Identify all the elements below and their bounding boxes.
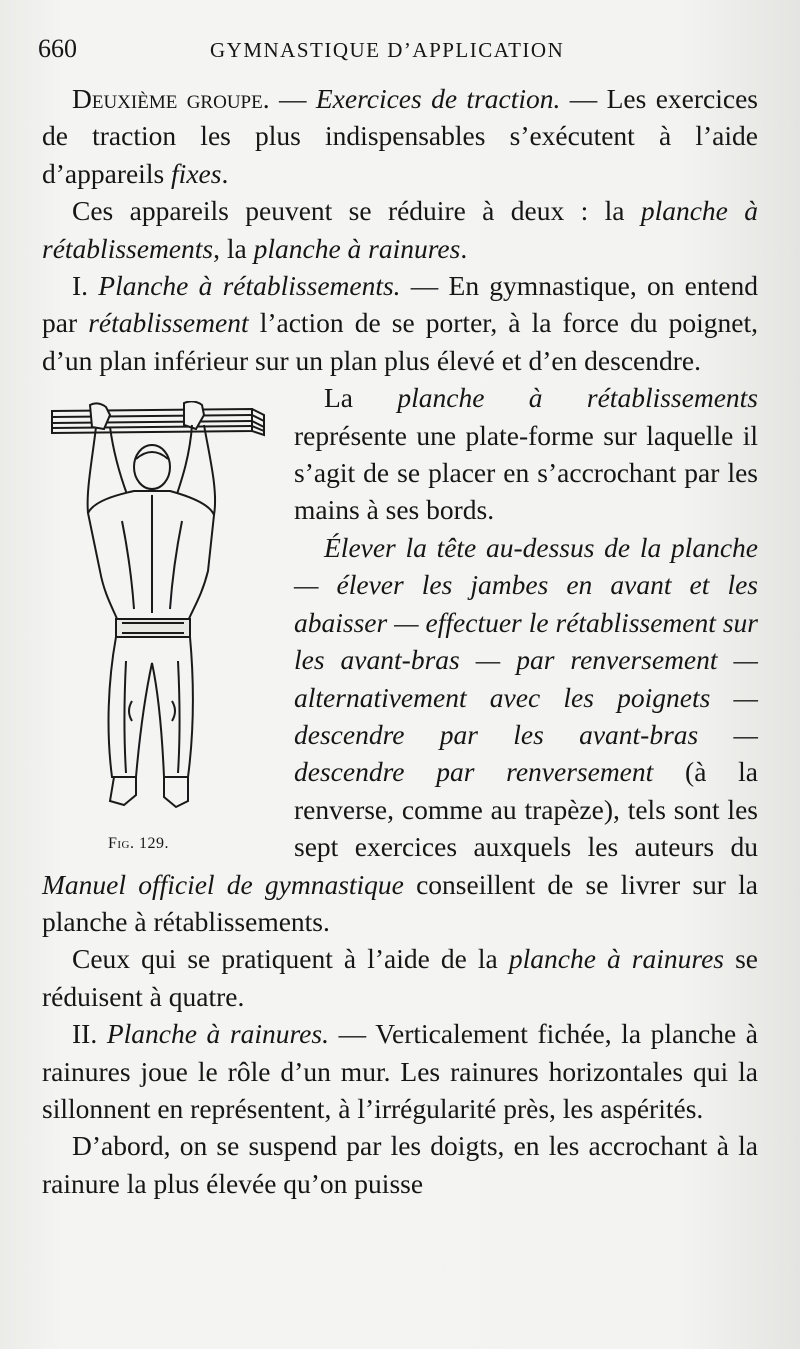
paragraph-planche-retablissements (42, 267, 758, 379)
paragraph-text: , la (213, 232, 254, 264)
paragraph-text: D’abord, on se suspend par les doigts, en les accrochant à la rainure la plus élevée qu’on puisse (42, 1130, 758, 1199)
paragraph-suspension (42, 1127, 758, 1202)
section-title: Exercices de traction. (315, 83, 561, 114)
paragraph-text: conseillent de se livrer sur la planche à rétablissements. (42, 868, 758, 937)
emphasis-text: rétablissement (88, 307, 249, 339)
running-title: GYMNASTIQUE D’APPLICATION (210, 38, 565, 62)
section-numeral: II. (72, 1018, 107, 1050)
paragraph-text: représente une plate-forme sur laquelle il s’agit de se placer en s’accrochant par les mains à ses bords. (294, 419, 758, 526)
paragraph-planche-rainures (42, 1015, 758, 1127)
body-text (42, 80, 758, 1202)
page-number: 660 (38, 34, 77, 63)
hanging-man-illustration (42, 401, 290, 821)
paragraph-text: (à la renverse, comme au trapèze), tels sont les sept exercices auxquels les auteurs du (294, 756, 758, 863)
dash: — (269, 83, 316, 114)
paragraph-traction-group (42, 80, 758, 192)
paragraph-text: Les exercices de traction les plus indispensables s’exécutent à l’aide d’appareils (42, 83, 758, 189)
emphasis-text: planche à rétablissements (397, 382, 758, 414)
figure-caption: Fig. 129. (108, 835, 170, 853)
paragraph-text: — Verticalement fichée, la planche à rainures joue le rôle d’un mur. Les rainures horizontales qui la sillonnent en représentent, à l’irrégularité près, les aspérités. (42, 1018, 758, 1124)
paragraph-text: — En gymnastique, on entend par (42, 270, 758, 339)
paragraph-text: se réduisent à quatre. (42, 943, 758, 1012)
emphasis-text: planche à rétablissements (42, 195, 759, 264)
paragraph-text: Ces appareils peuvent se réduire à deux : la (72, 195, 641, 227)
dash: — (560, 83, 607, 114)
paragraph-text: . (460, 232, 468, 264)
paragraph-text: Ceux qui se pratiquent à l’aide de la (72, 943, 509, 975)
emphasis-text: fixes (171, 157, 222, 189)
paragraph-text: . (221, 157, 229, 189)
section-numeral: I. (72, 270, 99, 302)
paragraph-text: La (324, 382, 398, 414)
emphasis-text: planche à rainures (508, 943, 724, 975)
emphasis-text: planche à rainures (253, 232, 461, 264)
figure-hanging-man (42, 379, 290, 853)
subsection-title: Planche à rétablissements. (98, 270, 401, 302)
page-header (38, 28, 778, 72)
exercise-list: Élever la tête au-dessus de la planche — élever les jambes en avant et les abaisser — effectuer le rétablissement sur les avant-bras — par renversement — alternativement avec les poignets — descendre par les avant-bras — descendre par renversement (294, 531, 758, 788)
paragraph-text: l’action de se porter, à la force du poignet, d’un plan inférieur sur un plan plus élevé et d’en descendre. (42, 307, 758, 376)
book-title-reference: Manuel officiel de gymnastique (42, 868, 404, 900)
paragraph-rainures-count (42, 940, 758, 1015)
subsection-title: Planche à rainures. (106, 1018, 329, 1050)
paragraph-apparatus (42, 192, 758, 267)
group-label: Deuxième groupe. (72, 83, 270, 114)
